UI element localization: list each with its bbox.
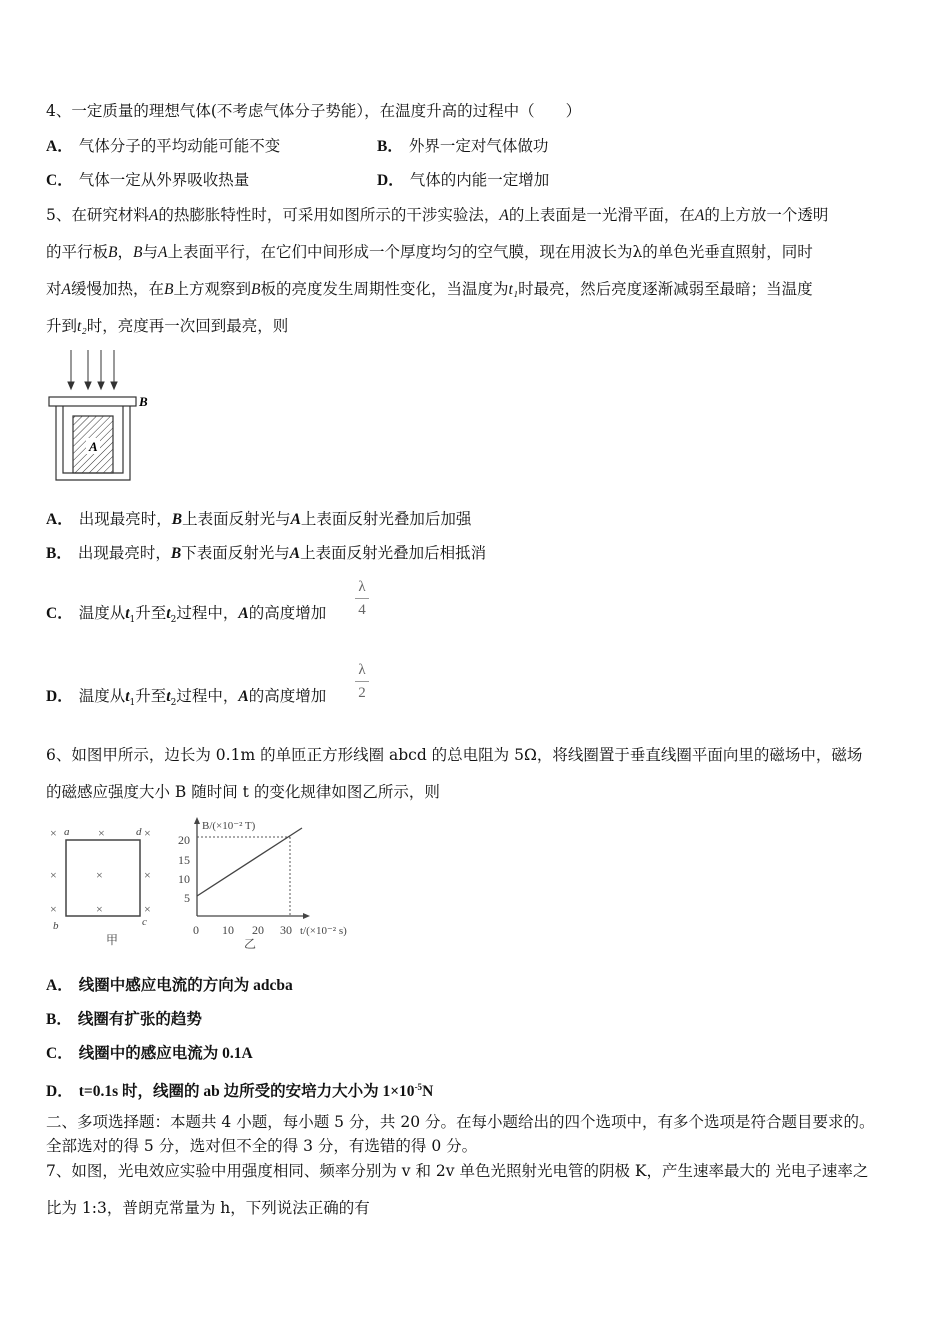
q6-option-a: A． 线圈中感应电流的方向为 adcba [46,977,293,994]
q5-interference-figure [46,346,156,486]
svg-text:b: b [53,920,59,932]
svg-text:×: × [96,868,103,882]
svg-text:20: 20 [178,833,190,847]
q6-option-c: C． 线圈中的感应电流为 0.1A [46,1045,253,1062]
light-arrows-icon [68,350,117,389]
svg-text:B: B [139,394,148,409]
plate-b [49,397,136,406]
svg-text:×: × [50,902,57,916]
q5-option-a: A． 出现最亮时，B上表面反射光与A上表面反射光叠加后加强 [46,510,472,528]
q5-stem-line-1: 5、在研究材料A的热膨胀特性时，可采用如图所示的干涉实验法，A的上表面是一光滑平面，在A的上方放一个透明 [46,206,829,224]
svg-text:10: 10 [178,872,190,886]
svg-text:d: d [136,826,142,838]
svg-text:c: c [142,916,147,928]
svg-text:甲: 甲 [106,933,119,947]
svg-text:×: × [96,902,103,916]
q5-stem-line-4: 升到t₂时，亮度再一次回到最亮，则 [46,317,289,335]
q5-option-c: C． 温度从$t_1$升至$t_2$过程中，A的高度增加 [46,604,327,626]
svg-text:×: × [98,826,105,840]
q6-option-b: B． 线圈有扩张的趋势 [46,1011,202,1028]
svg-text:30: 30 [280,923,292,937]
q4-option-c: C． 气体一定从外界吸收热量 [46,171,250,189]
svg-text:B/(×10⁻² T): B/(×10⁻² T) [202,820,256,832]
q4-option-b: B． 外界一定对气体做功 [377,137,549,155]
svg-text:t/(×10⁻² s): t/(×10⁻² s) [300,925,347,937]
svg-text:20: 20 [252,923,264,937]
svg-text:×: × [144,902,151,916]
svg-text:×: × [144,826,151,840]
q4-option-d: D． 气体的内能一定增加 [377,171,550,189]
q7-stem-line-1: 7、如图，光电效应实验中用强度相同、频率分别为 v 和 2v 单色光照射光电管的阴极 K，产生速率最大的 光电子速率之 [46,1162,869,1180]
svg-text:A: A [89,439,98,454]
q4-stem: 4、一定质量的理想气体(不考虑气体分子势能），在温度升高的过程中（ ） [46,102,582,120]
svg-text:10: 10 [222,923,234,937]
fraction-lambda-over-2: λ 2 [355,661,369,702]
q6-b-t-chart [176,815,366,950]
q5-stem-line-2: 的平行板B，B与A上表面平行，在它们中间形成一个厚度均匀的空气膜，现在用波长为λ的单色光垂直照射，同时 [46,243,813,261]
fraction-lambda-over-4: λ 4 [355,578,369,619]
svg-text:×: × [50,868,57,882]
svg-text:乙: 乙 [244,937,257,950]
svg-text:a: a [64,826,70,838]
svg-text:0: 0 [193,923,199,937]
q6-stem-line-1: 6、如图甲所示，边长为 0.1m 的单匝正方形线圈 abcd 的总电阻为 5Ω，将线圈置于垂直线圈平面向里的磁场中，磁场 [46,746,863,764]
section2-instructions-line-2: 全部选对的得 5 分，选对但不全的得 3 分，有选错的得 0 分。 [46,1137,478,1155]
q5-option-b: B． 出现最亮时，B下表面反射光与A上表面反射光叠加后相抵消 [46,544,487,562]
q5-stem-line-3: 对A缓慢加热，在B上方观察到B板的亮度发生周期性变化，当温度为t₁时最亮，然后亮度逐渐减弱至最暗；当温度 [46,280,813,298]
svg-text:5: 5 [184,891,190,905]
square-coil [66,840,140,916]
q5-option-d: D． 温度从$t_1$升至$t_2$过程中，A的高度增加 [46,687,327,709]
b-t-line [197,828,302,896]
q4-option-a: A． 气体分子的平均动能可能不变 [46,137,281,155]
q6-coil-figure [46,820,166,950]
section2-instructions-line-1: 二、多项选择题：本题共 4 小题，每小题 5 分，共 20 分。在每小题给出的四个选项中，有多个选项是符合题目要求的。 [46,1113,875,1131]
svg-text:×: × [50,826,57,840]
q6-option-d: D． t=0.1s 时，线圈的 ab 边所受的安培力大小为 $1\times 10^{-5}N$ [46,1082,434,1101]
q6-stem-line-2: 的磁感应强度大小 B 随时间 t 的变化规律如图乙所示，则 [46,783,440,801]
svg-text:×: × [144,868,151,882]
q7-stem-line-2: 比为 1:3，普朗克常量为 h，下列说法正确的有 [46,1199,370,1217]
svg-text:15: 15 [178,853,190,867]
